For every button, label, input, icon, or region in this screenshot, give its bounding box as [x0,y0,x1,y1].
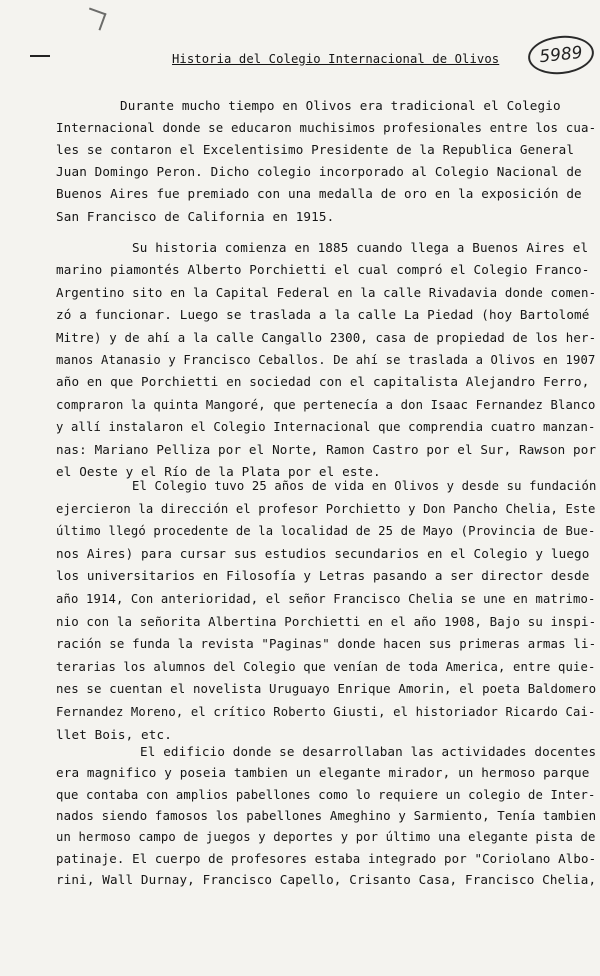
text-line: nes se cuentan el novelista Uruguayo Enrique Amorin, el poeta Baldomero [56,681,597,697]
text-line: les se contaron el Excelentisimo Presidente de la Republica General [56,142,575,158]
text-line: un hermoso campo de juegos y deportes y por último una elegante pista de [56,829,596,845]
text-line: y allí instalaron el Colegio Internacional que comprendia cuatro manzan- [56,419,596,435]
text-line: Durante mucho tiempo en Olivos era tradicional el Colegio [120,98,561,113]
text-line: El edificio donde se desarrollaban las actividades docentes [140,744,597,759]
text-line: ejercieron la dirección el profesor Porchietto y Don Pancho Chelia, Este [56,500,596,516]
text-line: Fernandez Moreno, el crítico Roberto Giusti, el historiador Ricardo Cai- [56,704,596,719]
document-title: Historia del Colegio Internacional de Olivos [172,52,500,66]
text-line: compraron la quinta Mangoré, que pertenecía a don Isaac Fernandez Blanco [56,396,596,412]
text-line: era magnifico y poseia tambien un elegante mirador, un hermoso parque [56,765,590,781]
text-line: terarias los alumnos del Colegio que venían de toda America, entre quie- [56,658,596,674]
text-line: zó a funcionar. Luego se traslada a la calle La Piedad (hoy Bartolomé [56,307,590,323]
text-line: San Francisco de California en 1915. [56,208,335,224]
text-line: que contaba con amplios pabellones como lo requiere un colegio de Inter- [56,786,596,802]
text-line: Mitre) y de ahí a la calle Cangallo 2300, casa de propiedad de los her- [56,329,597,345]
text-line: el Oeste y el Río de la Plata por el este. [56,464,381,479]
text-line: manos Atanasio y Francisco Ceballos. De ahí se traslada a Olivos en 1907 [56,352,596,367]
text-line: Su historia comienza en 1885 cuando llega a Buenos Aires el [132,240,589,255]
text-line: los universitarios en Filosofía y Letras pasando a ser director desde [56,568,590,584]
text-line: Buenos Aires fue premiado con una medalla de oro en la exposición de [56,186,582,202]
text-line: nos Aires) para cursar sus estudios secundarios en el Colegio y luego [56,545,590,561]
text-line: último llegó procedente de la localidad de 25 de Mayo (Provincia de Bue- [56,523,596,539]
margin-dash [30,55,50,57]
text-line: año en que Porchietti en sociedad con el capitalista Alejandro Ferro, [56,374,590,390]
text-line: año 1914, Con anterioridad, el señor Francisco Chelia se une en matrimo- [56,591,596,606]
text-line: patinaje. El cuerpo de profesores estaba integrado por "Coriolano Albo- [56,850,597,866]
text-line: ración se funda la revista "Paginas" donde hacen sus primeras armas li- [56,636,597,652]
corner-mark [83,7,106,30]
text-line: Juan Domingo Peron. Dicho colegio incorporado al Colegio Nacional de [56,164,582,180]
text-line: marino piamontés Alberto Porchietti el cual compró el Colegio Franco- [56,262,590,278]
text-line: nas: Mariano Pelliza por el Norte, Ramon Castro por el Sur, Rawson por [56,441,597,457]
text-line: El Colegio tuvo 25 años de vida en Olivos y desde su fundación [132,478,597,493]
text-line: rini, Wall Durnay, Francisco Capello, Crisanto Casa, Francisco Chelia, [56,871,597,887]
text-line: llet Bois, etc. [56,726,172,742]
text-line: Argentino sito en la Capital Federal en la calle Rivadavia donde comen- [56,284,597,300]
text-line: Internacional donde se educaron muchisimos profesionales entre los cua- [56,120,597,136]
text-line: nados siendo famosos los pabellones Ameghino y Sarmiento, Tenía tambien [56,807,597,823]
text-line: nio con la señorita Albertina Porchietti en el año 1908, Bajo su inspi- [56,613,597,629]
handwritten-annotation: 5989 [526,33,596,78]
